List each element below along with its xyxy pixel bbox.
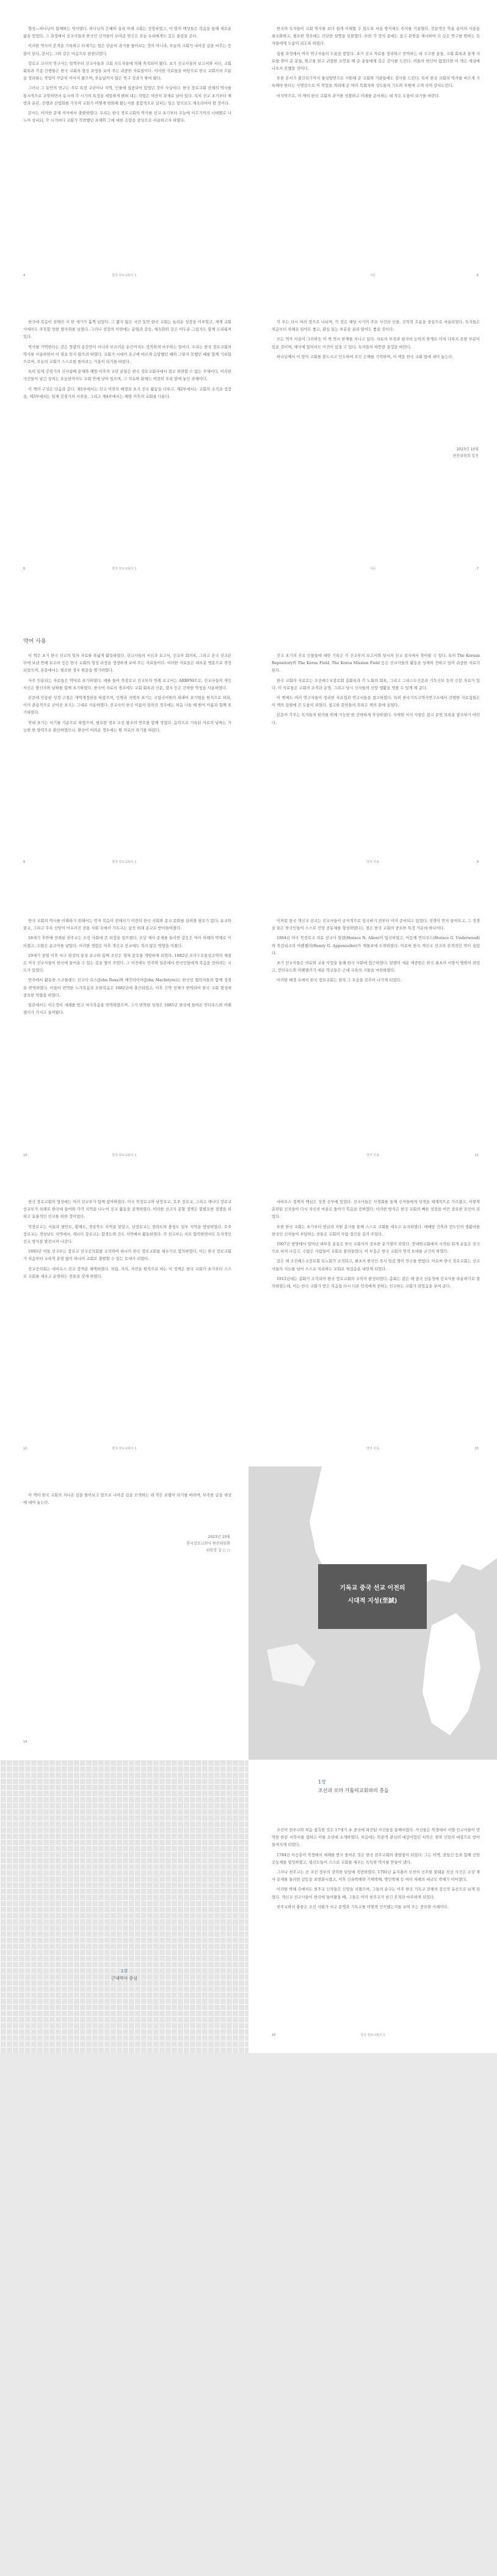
paragraph: 또한 한국 교회는 초기부터 헌금과 자원 봉사를 통해 스스로 교회를 세우고 유지하였다. 예배당 건축과 전도인의 생활비를 한국인 신자들이 부담하는 전통은 교회의 자립 정신을 길러 주었다. <box>272 1224 480 1237</box>
page-10 <box>248 1173 497 1466</box>
page-2 <box>248 0 497 293</box>
page-number: 8 <box>23 860 26 864</box>
paragraph: 장로교 교사의 연구사는 일찍부터 선교사들과 교회 지도자들에 의해 축적되어 왔다. 초기 선교사들의 보고서와 서신, 교회 회록과 각종 간행물은 한국 교회의 형성 과정을 보여 주는 귀중한 자료들이다. 이러한 자료들을 바탕으로 한국 교회사의 흐름을 정리하는 작업이 꾸준히 이어져 왔으며, 오늘날까지 많은 연구 성과가 쌓여 왔다. <box>23 61 231 81</box>
paragraph: 한국 장로교회의 형성에는 여러 선교부가 함께 참여하였다. 미국 북장로교와 남장로교, 호주 장로교, 그리고 캐나다 장로교 선교부가 차례로 한국에 들어와 각각 지역을 나누어 선교 활동을 전개하였다. 이러한 선교지 분할 정책은 불필요한 경쟁을 피하고 효율적인 선교를 위한 것이었다. <box>23 1200 231 1220</box>
page-4-body <box>272 319 480 364</box>
paragraph: 1784년 이승훈이 북경에서 세례를 받고 돌아온 것은 한국 천주교회의 출발점이 되었다. 그는 이벽, 권일신 등과 함께 신앙 공동체를 형성하였고, 평신도들이 스스로 교회를 세우는 독특한 역사를 만들어 냈다. <box>272 1853 480 1865</box>
paragraph: 1907년 평양에서 일어난 대부흥 운동은 한국 교회사의 중요한 분기점이 되었다. 장대현교회에서 시작된 회개 운동은 전국으로 퍼져 나갔고, 수많은 사람들이 교회로 몰려들었다. 이 부흥은 한국 교회의 영적 토대를 굳건히 하였다. <box>272 1242 480 1254</box>
part-label: 1장 <box>120 1969 128 1974</box>
running-footer: 서문 <box>369 567 376 571</box>
page-12 <box>248 1466 497 1760</box>
running-footer: 한국 장로교회사 1 <box>112 274 137 277</box>
paragraph: 이러한 역사의 흔적을 기록하고 되새기는 일은 단순히 과거를 돌아보는 것이 아니라, 오늘의 교회가 나아갈 길을 비추는 등불이 된다. 본서는 그와 같은 마음으로 편찬되었다. <box>23 44 231 56</box>
signature-block <box>187 1534 230 1554</box>
page-1-body <box>23 26 231 127</box>
page-10-body <box>272 1199 480 1293</box>
page-5-body <box>23 653 231 737</box>
paragraph: 또한 본서가 출간되기까지 물심양면으로 지원해 준 교회와 기관들에도 감사를 드린다. 특히 한국 교회의 역사를 바르게 기록해야 한다는 사명감으로 이 작업을 격려해 준 여러 목회자와 성도들의 기도와 후원에 고개 숙여 감사드린다. <box>272 76 480 89</box>
paragraph: 이 책이 한국 교회의 지나온 길을 돌아보고 앞으로 나아갈 길을 모색하는 데 작은 보탬이 되기를 바라며, 부족한 글을 세상에 내어 놓는다. <box>23 1493 231 1506</box>
paragraph: 네비우스 정책의 핵심은 성경 공부에 있었다. 선교사들은 사경회를 통해 신자들에게 성경을 체계적으로 가르쳤고, 이렇게 훈련된 신자들이 다시 자신의 마을로 돌아가 복음을 전하였다. 이러한 방식은 한국 교회의 빠른 성장을 이끈 중요한 요인이 되었다. <box>272 1200 480 1220</box>
chapter-title-line-1: 기독교 중국 선교 이전의 <box>339 1585 405 1592</box>
page-number: 6 <box>23 567 26 571</box>
paragraph: 이 책은 초기 한국 선교의 일차 자료를 폭넓게 활용하였다. 선교사들의 서신과 보고서, 선교부 회의록, 그리고 본국 선교본부에 보낸 연례 보고서 등은 한국 교회의 형성 과정을 생생하게 보여 주는 자료들이다. 이러한 자료들은 대부분 영문으로 작성되었으며, 본문에서는 필요한 경우 원문을 병기하였다. <box>23 654 231 673</box>
page-11 <box>0 1466 248 1760</box>
page-number: 14 <box>23 1740 27 1744</box>
page-9 <box>0 1173 248 1466</box>
page-number: 4 <box>23 274 26 277</box>
paragraph: 본문에 인용된 성경 구절은 개역개정판을 따랐으며, 인명과 지명의 표기는 국립국어원의 외래어 표기법을 원칙으로 하되, 이미 관용적으로 굳어진 표기는 그대로 사용하였다. 선교사의 한국 이름이 알려진 경우에는 처음 나올 때 원어 이름과 함께 표기하였다. <box>23 696 231 715</box>
paragraph: 조선이 천주교와 처음 접촉한 것은 17세기 초 중국에 파견된 사신들을 통해서였다. 사신들은 북경에서 서양 선교사들이 번역한 한문 서학서를 접하고 이를 조선에 소개하였다. 처음에는 학문적 관심의 대상이었던 서학은 점차 신앙의 대상으로 받아들여지게 되었다. <box>272 1828 480 1848</box>
paragraph: 선교공의회는 네비우스 선교 정책을 채택하였다. 자립, 자치, 자전을 원칙으로 하는 이 정책은 한국 교회가 초기부터 스스로 교회를 세우고 운영하는 전통을 갖게 하였다. <box>23 1267 231 1279</box>
paragraph: 19세기 중엽 이후 서구 열강의 통상 요구와 함께 조선은 점차 문호를 개방하게 되었다. 1882년 조미수호통상조약의 체결은 미국 선교사들이 한국에 들어올 수 있는 길을 열어 주었다. 그 이전에도 만주와 일본에서 한국인들에게 복음을 전하려는 시도가 있었다. <box>23 953 231 973</box>
page-8-body <box>272 918 480 987</box>
page-number: 5 <box>476 274 479 277</box>
paragraph: 이러한 배경 속에서 한국 장로교회는 점차 그 모습을 갖추어 나가게 되었다. <box>277 978 402 983</box>
page-number: 16 <box>272 2033 276 2037</box>
peninsula-shape <box>423 1613 481 1735</box>
chapter-heading <box>318 1778 389 1795</box>
running-footer: 약어 사용 <box>366 1447 379 1451</box>
paragraph: 18세기 후반에 전래된 천주교는 조선 사회에 큰 파장을 일으켰다. 조상 제사 문제를 둘러싼 갈등은 여러 차례의 박해로 이어졌고, 수많은 순교자를 낳았다. 이러한 경험은 이후 개신교 선교에도 적지 않은 영향을 미쳤다. <box>23 936 231 948</box>
paragraph: 천주교와의 충돌은 조선 사회가 서구 문명과 기독교를 어떻게 인식했는지를 보여 주는 중요한 사례이다. <box>277 1905 449 1909</box>
page-3-body <box>23 319 231 403</box>
paragraph: 이처럼 한국 개신교 선교는 선교사들이 공식적으로 입국하기 전부터 이미 준비되고 있었다. 성경이 먼저 들어오고, 그 성경을 읽은 한국인들이 스스로 신앙 공동체를 형성하였다는 점은 한국 교회의 중요한 특징 가운데 하나이다. <box>272 919 480 931</box>
paragraph: 1893년 이들 선교부는 장로교 선교공의회를 조직하여 하나의 한국 장로교회를 세우기로 합의하였다. 이는 한국 장로교회가 처음부터 교파적 분열 없이 하나의 교회로 출발할 수 있는 토대가 되었다. <box>23 1250 231 1262</box>
signature-name: 위원장 김 ○ ○ <box>206 1548 230 1553</box>
paragraph: 선교 초기의 주요 인물들에 대한 기록은 각 선교부의 보고서와 당시의 선교 잡지에서 찾아볼 수 있다. 특히 The Korean Repository와 The Korea Field, The Korea Mission Field 등은 선교사들의 활동을 상세히 전하고 있어 귀중한 자료가 된다. <box>272 654 480 673</box>
signature-date: 2023년 10월 <box>208 1535 230 1539</box>
page-13 <box>0 1760 248 2053</box>
chapter-label: 1장 <box>318 1779 326 1785</box>
page-9-body <box>23 1199 231 1283</box>
paragraph: 한국에 복음이 전해진 지 한 세기가 훌쩍 넘었다. 그 짧지 않은 시간 동안 한국 교회는 놀라운 성장을 이루었고, 세계 교회사에서도 주목할 만한 발자취를 남겼다. 그러나 성장의 이면에는 분열과 갈등, 세속화와 같은 어두운 그림자도 함께 드리워져 있다. <box>23 320 231 340</box>
paragraph: 1884년 미국 북장로교 의료 선교사 알렌(Horace N. Allen)이 입국하였고, 이듬해 언더우드(Horace G. Underwood)와 북감리교의 아펜젤러(Henry G. Appenzeller)가 제물포에 도착하였다. 이로써 한국 개신교 선교의 본격적인 막이 올랐다. <box>272 936 480 956</box>
paragraph: 집필 과정에서 여러 연구자들의 도움을 받았다. 초기 선교 자료를 정리하고 번역하는 데 수고한 분들, 교회 회록과 통계 자료를 찾아 준 분들, 원고를 읽고 귀중한 조언을 해 준 분들에게 깊은 감사를 드린다. 이들의 헌신이 없었다면 이 책은 세상에 나오지 못했을 것이다. <box>272 51 480 71</box>
page-8 <box>248 880 497 1173</box>
paragraph: 같은 해 조선예수교장로회 독노회가 조직되고, 최초의 한국인 목사 일곱 명이 안수를 받았다. 이로써 한국 장로교회는 선교사들의 지도를 넘어 스스로 치리하는 교회로 첫걸음을 내딛게 되었다. <box>272 1259 480 1272</box>
running-footer: 한국 장로교회사 1 <box>112 567 137 571</box>
page-7-body <box>23 918 231 1019</box>
paragraph: 하나님께서 이 땅의 교회를 붙드시고 인도하여 오신 은혜를 기억하며, 이 책을 한국 교회 앞에 내어 놓는다. <box>277 354 454 359</box>
page-6 <box>248 587 497 880</box>
page-5 <box>0 587 248 880</box>
paragraph: 1912년에는 총회가 조직되어 한국 장로교회의 조직이 완성되었다. 총회는 같은 해 중국 산동성에 선교사를 파송하기로 결의하였는데, 이는 한국 교회가 받은 복음을 다시 다른 민족에게 전하는 선교하는 교회가 되었음을 보여 준다. <box>272 1276 480 1289</box>
paragraph: 향상—하나님이 함께하는 역사였다. 하나님의 은혜와 섭리 아래 교회는 성장하였고, 이 땅의 백성들은 복음을 통해 새로운 삶을 얻었다. 그 과정에서 선교사들과 한국인 신자들이 보여준 헌신은 오늘 우리에게도 깊은 울림을 준다. <box>23 27 231 39</box>
part-heading <box>0 1967 248 1982</box>
signature-org: 한국장로교회사 편찬위원회 <box>186 1542 230 1546</box>
running-footer: 한국 장로교회사 1 <box>112 860 137 864</box>
page-number: 11 <box>474 1154 479 1157</box>
signature-block <box>453 446 479 459</box>
paragraph: 초기 선교사들은 의료와 교육 사업을 통해 한국 사회에 접근하였다. 알렌이 세운 제중원은 한국 최초의 서양식 병원이 되었고, 언더우드와 아펜젤러가 세운 학교들은 근대 교육의 기틀을 마련하였다. <box>272 961 480 973</box>
paragraph: 그러나 그 동안의 연구는 주로 특정 교단이나 지역, 인물에 집중되어 있었던 것이 사실이다. 한국 장로교회 전체의 역사를 통시적으로 조망하면서 동시에 각 시기의 특징을 세밀하게 밝혀 내는 작업은 여전히 과제로 남아 있다. 특히 선교 초기부터 해방과 분단, 전쟁과 산업화를 거치며 교회가 어떻게 변화해 왔는지를 종합적으로 살피는 일은 앞으로도 계속되어야 할 것이다. <box>23 86 231 106</box>
page-number: 9 <box>476 860 479 864</box>
paragraph: 자주 인용되는 자료들은 약어로 표기하였다. 예를 들어 북장로교 선교부의 연례 보고서는 ARBFM으로, 선교사들의 개인 서신은 발신자와 날짜를 함께 표기하였다. 한국어 자료의 경우에도 교회 회록과 신문, 잡지 등은 간략한 약칭을 사용하였다. <box>23 678 231 690</box>
page-number: 13 <box>474 1447 479 1451</box>
running-footer: 약어 사용 <box>366 860 379 864</box>
paragraph: 역사를 기억한다는 것은 영광의 순간만이 아니라 부끄러운 순간까지도 정직하게 마주하는 일이다. 우리는 한국 장로교회의 역사를 서술하면서 이 점을 잊지 않으려 하였다. 교회가 시대의 요구에 바르게 응답했던 때와 그렇지 못했던 때를 함께 기록함으로써, 오늘의 교회가 스스로를 돌아보는 거울이 되기를 바랐다. <box>23 345 231 365</box>
running-footer: 한국 장로교회사 1 <box>112 1154 137 1157</box>
page-number: 12 <box>23 1447 27 1451</box>
page-4 <box>248 293 497 587</box>
chapter-title: 조선과 로마 가톨릭교회와의 충돌 <box>318 1788 389 1793</box>
page-3 <box>0 293 248 587</box>
page-2-body <box>272 26 480 103</box>
page-number: 10 <box>23 1154 27 1157</box>
running-footer: 한국 장로교회사 1 <box>360 2033 385 2037</box>
paragraph: 한국 교회의 역사를 이해하기 위해서는 먼저 복음이 전해지기 이전의 한국 사회와 종교 문화를 살펴볼 필요가 있다. 유교와 불교, 그리고 무속 신앙이 어우러진 전통 사회 속에서 기독교는 낯선 외래 종교로 받아들여졌다. <box>23 919 231 931</box>
section-title: 약어 사용 <box>23 639 46 645</box>
page-7 <box>0 880 248 1173</box>
paragraph: 일본에서는 이수정이 세례를 받고 마가복음을 번역하였으며, 그가 번역한 성경은 1885년 한국에 들어온 언더우드와 아펜젤러가 가지고 들어왔다. <box>23 1003 231 1015</box>
signature-date: 2023년 10월 <box>456 447 479 452</box>
running-footer: 약어 사용 <box>366 1154 379 1157</box>
running-footer: 서문 <box>369 274 376 277</box>
page-14-body <box>272 1827 480 1914</box>
coast-line <box>267 1644 316 1686</box>
paragraph: 이 밖에도 여러 연구자들이 정리한 자료집과 연구서들을 참고하였다. 특히 한국기독교역사연구소에서 간행한 자료집들은 이 책의 집필에 큰 도움이 되었다. 참고한 문헌들의 목록은 책의 끝에 실었다. <box>272 696 480 708</box>
paragraph: 이 책의 구성은 다음과 같다. 제1부에서는 선교 이전의 배경과 초기 선교 활동을 다루고, 제2부에서는 교회의 조직과 성장을, 제3부에서는 일제 강점기의 시련을, 그리고 제4부에서는 해방 이후의 교회를 다룬다. <box>23 387 231 399</box>
page-number: 7 <box>476 567 479 571</box>
part-title: 근대역사 중심 <box>111 1976 137 1981</box>
signature-name: 편찬위원회 일동 <box>452 454 479 458</box>
paragraph: 모든 역사 서술이 그러하듯 이 책 역시 한계를 지니고 있다. 자료의 부족과 필자의 능력의 한계로 미처 다루지 못한 부분이 있을 것이며, 해석에 있어서도 이견이 있을 수 있다. 독자들의 따뜻한 질정을 바란다. <box>272 337 480 349</box>
page-1 <box>0 0 248 293</box>
paragraph: 한국의 독자들이 교회 역사를 보다 쉽게 이해할 수 있도록 서술 방식에도 주의를 기울였다. 전문적인 학술 용어의 사용을 최소화하고, 필요한 경우에는 간단한 설명을 덧붙였다. 또한 각 장의 끝에는 참고 문헌을 제시하여 더 깊은 연구를 원하는 독자들에게 도움이 되도록 하였다. <box>272 27 480 46</box>
paragraph: 그러나 천주교는 곧 조선 정부의 강력한 탄압에 직면하였다. 1791년 윤지충이 모친의 신주를 불태운 진산 사건은 조상 제사 문제를 둘러싼 갈등을 표면화시켰고, 이후 신유박해와 기해박해, 병인박해 등 여러 차례의 대규모 박해가 이어졌다. <box>272 1870 480 1883</box>
chapter-title-line-2: 시대적 지성(至誠) <box>347 1598 397 1605</box>
paragraph: 마지막으로, 이 책이 한국 교회의 과거를 성찰하고 미래를 준비하는 데 작은 도움이 되기를 바란다. <box>277 93 440 98</box>
paragraph: 한국 교회의 자료로는 조선예수교장로회 총회록과 각 노회의 회록, 그리고 그리스도신문과 기독신보 등의 신문 자료가 있다. 이 자료들은 교회의 조직과 운영, 그리고 당시 신자들의 신앙 생활을 엿볼 수 있게 해 준다. <box>272 678 480 690</box>
chapter-title-box <box>318 1564 427 1629</box>
paragraph: 본서는 이러한 문제 의식에서 출발하였다. 우리는 한국 장로교회의 역사를 선교 초기부터 오늘에 이르기까지 시대별로 나누어 살피되, 각 시기마다 교회가 직면했던 과제와 그에 대한 응답을 중심으로 서술하고자 하였다. <box>23 111 231 123</box>
page-6-body <box>272 653 480 730</box>
page-11-body <box>23 1492 231 1509</box>
paragraph: 특히 일제 강점기의 신사참배 문제와 해방 이후의 교단 분열은 한국 장로교회사에서 결코 외면할 수 없는 주제이다. 이러한 사건들이 남긴 상처는 오늘날까지도 교회 안에 남아 있으며, 그 치유와 화해는 여전히 우리 앞에 놓인 과제이다. <box>23 370 231 382</box>
running-footer: 한국 장로교회사 1 <box>112 1447 137 1451</box>
paragraph: 북장로교는 서울과 평안도, 황해도, 경상북도 지역을 맡았고, 남장로교는 전라도와 충청도 일부 지역을 담당하였다. 호주 장로교는 경상남도 지역에서, 캐나다 장로교는 함경도와 간도 지역에서 활동하였다. 각 선교부는 서로 협력하면서도 독자적인 선교 방식을 발전시켜 나갔다. <box>23 1224 231 1245</box>
paragraph: 본문의 각주는 독자들의 편의를 위해 가능한 한 간략하게 작성하였다. 자세한 서지 사항은 참고 문헌 목록을 참조하기 바란다. <box>272 713 480 725</box>
paragraph: 만주에서 활동한 스코틀랜드 선교사 로스(John Ross)와 매킨타이어(John MacIntyre)는 한국인 협력자들과 함께 성경을 번역하였다. 이들이 번역한 누가복음과 요한복음은 1882년에 출간되었고, 이후 신약 전체가 번역되어 한국 교회 형성에 중요한 역할을 하였다. <box>23 978 231 998</box>
page-14 <box>248 1760 497 2053</box>
paragraph: 연대 표기는 서기를 기준으로 하였으며, 필요한 경우 조선 왕조의 연호를 함께 적었다. 음력으로 기록된 자료의 날짜는 가능한 한 양력으로 환산하였으나, 환산이 어려운 경우에는 원 자료의 표기를 따랐다. <box>23 720 231 733</box>
paragraph: 이러한 박해 속에서도 천주교 신자들은 신앙을 지켰으며, 그들의 순교는 이후 한국 기독교 전체의 정신적 유산으로 남게 되었다. 개신교 선교사들이 한국에 들어왔을 때, 그들은 이미 천주교가 남긴 흔적과 마주하게 되었다. <box>272 1887 480 1900</box>
paragraph: 각 부는 다시 여러 장으로 나뉘며, 각 장은 해당 시기의 주요 사건과 인물, 신학적 흐름을 중심으로 서술되었다. 독자들은 처음부터 차례로 읽어도 좋고, 관심 있는 부분을 골라 읽어도 좋을 것이다. <box>272 320 480 332</box>
